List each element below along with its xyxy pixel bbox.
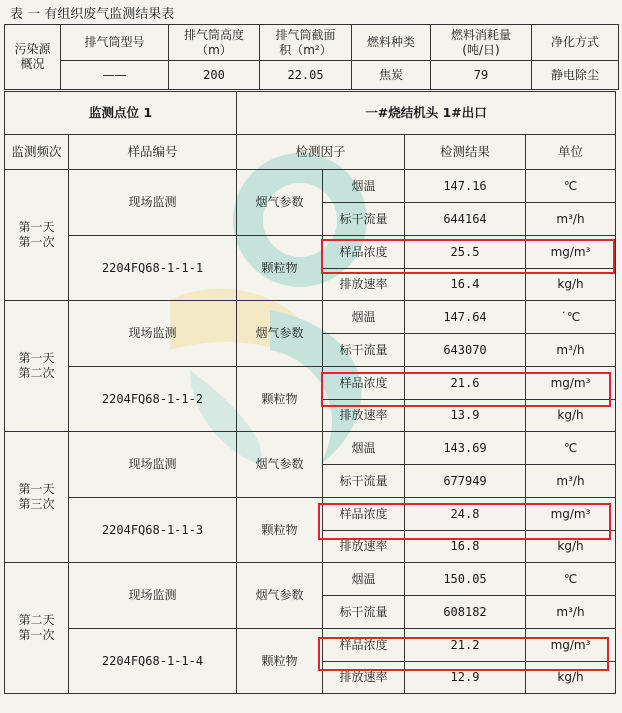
result-value-cell: 150.05 bbox=[405, 563, 526, 596]
unit-cell: kg/h bbox=[526, 400, 616, 432]
unit-cell: kg/h bbox=[526, 269, 616, 301]
factor-name-cell: 烟温 bbox=[323, 301, 405, 334]
unit-cell: ℃ bbox=[526, 432, 616, 465]
source-overview-label: 污染源 概况 bbox=[5, 25, 61, 90]
overview-value: 静电除尘 bbox=[532, 61, 619, 90]
overview-header: 燃料种类 bbox=[352, 25, 431, 61]
result-value-cell: 13.9 bbox=[405, 400, 526, 432]
header-unit: 单位 bbox=[526, 135, 616, 170]
site-monitoring-cell: 现场监测 bbox=[69, 432, 237, 498]
result-value-cell: 25.5 bbox=[405, 236, 526, 269]
overview-value: 焦炭 bbox=[352, 61, 431, 90]
particle-cell: 颗粒物 bbox=[237, 629, 323, 694]
sample-id-cell: 2204FQ68-1-1-4 bbox=[69, 629, 237, 694]
monitoring-point-row bbox=[5, 92, 616, 135]
result-value-cell: 147.16 bbox=[405, 170, 526, 203]
factor-name-cell: 排放速率 bbox=[323, 531, 405, 563]
header-sample: 样品编号 bbox=[69, 135, 237, 170]
result-value-cell: 643070 bbox=[405, 334, 526, 367]
factor-name-cell: 样品浓度 bbox=[323, 629, 405, 662]
factor-name-cell: 样品浓度 bbox=[323, 367, 405, 400]
factor-name-cell: 排放速率 bbox=[323, 662, 405, 694]
unit-cell: kg/h bbox=[526, 662, 616, 694]
site-monitoring-cell: 现场监测 bbox=[69, 563, 237, 629]
factor-name-cell: 样品浓度 bbox=[323, 236, 405, 269]
sample-id-cell: 2204FQ68-1-1-1 bbox=[69, 236, 237, 301]
flue-params-cell: 烟气参数 bbox=[237, 170, 323, 236]
flue-params-cell: 烟气参数 bbox=[237, 432, 323, 498]
factor-name-cell: 样品浓度 bbox=[323, 498, 405, 531]
particle-cell: 颗粒物 bbox=[237, 236, 323, 301]
result-value-cell: 16.4 bbox=[405, 269, 526, 301]
sample-id-cell: 2204FQ68-1-1-2 bbox=[69, 367, 237, 432]
results-header-row bbox=[5, 135, 616, 170]
frequency-cell: 第二天 第一次 bbox=[5, 563, 69, 694]
overview-header-row bbox=[5, 25, 619, 61]
frequency-cell: 第一天 第二次 bbox=[5, 301, 69, 432]
table-row bbox=[5, 432, 616, 465]
unit-cell: m³/h bbox=[526, 596, 616, 629]
factor-name-cell: 标干流量 bbox=[323, 465, 405, 498]
flue-params-cell: 烟气参数 bbox=[237, 563, 323, 629]
overview-value: —— bbox=[61, 61, 169, 90]
source-overview-table bbox=[4, 24, 619, 90]
overview-header: 排气筒高度 （m） bbox=[169, 25, 260, 61]
particle-cell: 颗粒物 bbox=[237, 367, 323, 432]
sample-id-cell: 2204FQ68-1-1-3 bbox=[69, 498, 237, 563]
unit-cell: kg/h bbox=[526, 531, 616, 563]
table-row bbox=[5, 301, 616, 334]
header-result: 检测结果 bbox=[405, 135, 526, 170]
unit-cell: m³/h bbox=[526, 465, 616, 498]
header-freq: 监测频次 bbox=[5, 135, 69, 170]
factor-name-cell: 排放速率 bbox=[323, 269, 405, 301]
result-value-cell: 644164 bbox=[405, 203, 526, 236]
overview-value: 22.05 bbox=[260, 61, 352, 90]
unit-cell: mg/m³ bbox=[526, 367, 616, 400]
overview-header: 排气筒截面 积（m²） bbox=[260, 25, 352, 61]
monitoring-point-label: 监测点位 1 bbox=[5, 92, 237, 135]
result-value-cell: 143.69 bbox=[405, 432, 526, 465]
site-monitoring-cell: 现场监测 bbox=[69, 301, 237, 367]
result-value-cell: 608182 bbox=[405, 596, 526, 629]
unit-cell: mg/m³ bbox=[526, 629, 616, 662]
factor-name-cell: 烟温 bbox=[323, 563, 405, 596]
overview-value: 79 bbox=[431, 61, 532, 90]
result-value-cell: 677949 bbox=[405, 465, 526, 498]
unit-cell: mg/m³ bbox=[526, 498, 616, 531]
unit-cell: m³/h bbox=[526, 334, 616, 367]
factor-name-cell: 烟温 bbox=[323, 432, 405, 465]
overview-header: 排气筒型号 bbox=[61, 25, 169, 61]
overview-header: 净化方式 bbox=[532, 25, 619, 61]
frequency-cell: 第一天 第一次 bbox=[5, 170, 69, 301]
result-value-cell: 24.8 bbox=[405, 498, 526, 531]
result-value-cell: 21.2 bbox=[405, 629, 526, 662]
result-value-cell: 16.8 bbox=[405, 531, 526, 563]
flue-params-cell: 烟气参数 bbox=[237, 301, 323, 367]
particle-cell: 颗粒物 bbox=[237, 498, 323, 563]
overview-value: 200 bbox=[169, 61, 260, 90]
overview-value-row bbox=[5, 61, 619, 90]
factor-name-cell: 标干流量 bbox=[323, 596, 405, 629]
site-monitoring-cell: 现场监测 bbox=[69, 170, 237, 236]
highlight-box bbox=[318, 503, 611, 540]
highlight-box bbox=[321, 239, 615, 274]
table-row bbox=[5, 170, 616, 203]
factor-name-cell: 标干流量 bbox=[323, 203, 405, 236]
result-value-cell: 147.64 bbox=[405, 301, 526, 334]
table-caption: 表 一 有组织废气监测结果表 bbox=[10, 7, 175, 22]
unit-cell: ˙℃ bbox=[526, 301, 616, 334]
factor-name-cell: 排放速率 bbox=[323, 400, 405, 432]
frequency-cell: 第一天 第三次 bbox=[5, 432, 69, 563]
table-row bbox=[5, 563, 616, 596]
overview-header: 燃料消耗量 (吨/日) bbox=[431, 25, 532, 61]
header-factor: 检测因子 bbox=[237, 135, 405, 170]
unit-cell: ℃ bbox=[526, 170, 616, 203]
factor-name-cell: 烟温 bbox=[323, 170, 405, 203]
factor-name-cell: 标干流量 bbox=[323, 334, 405, 367]
unit-cell: m³/h bbox=[526, 203, 616, 236]
monitoring-point-value: 一#烧结机头 1#出口 bbox=[237, 92, 616, 135]
result-value-cell: 21.6 bbox=[405, 367, 526, 400]
unit-cell: ℃ bbox=[526, 563, 616, 596]
highlight-box bbox=[318, 637, 609, 671]
highlight-box bbox=[321, 372, 611, 407]
result-value-cell: 12.9 bbox=[405, 662, 526, 694]
unit-cell: mg/m³ bbox=[526, 236, 616, 269]
